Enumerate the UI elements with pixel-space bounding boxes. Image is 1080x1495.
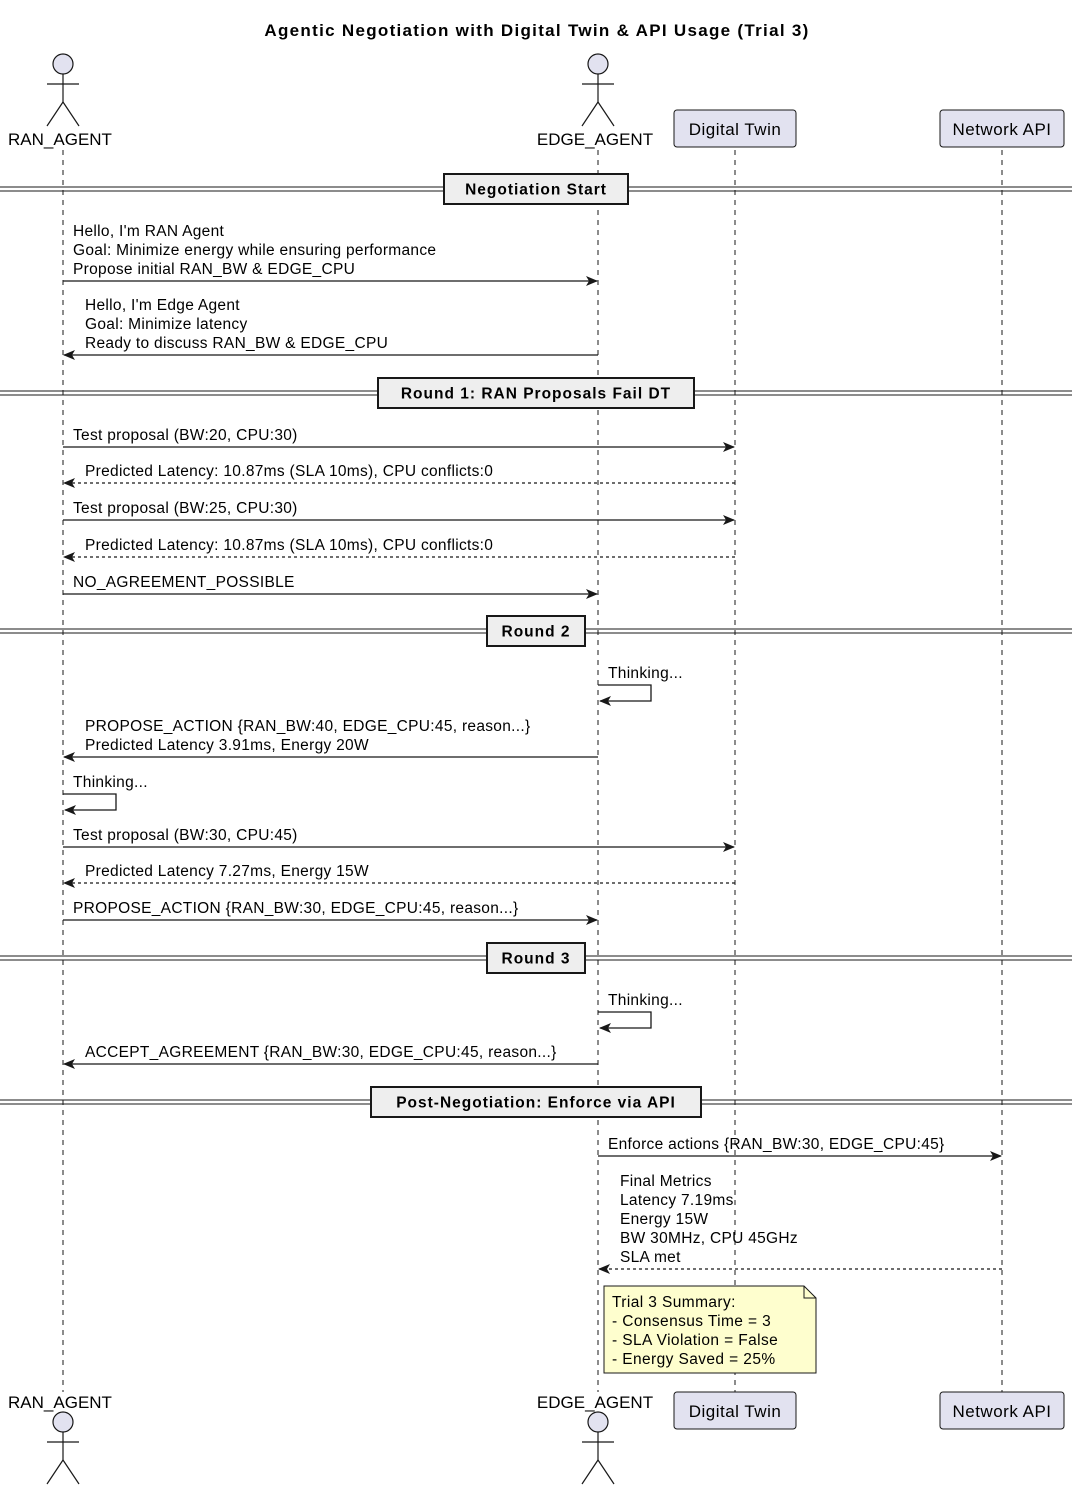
message-label: Predicted Latency 7.27ms, Energy 15W: [85, 863, 369, 880]
message-15: [64, 1044, 598, 1064]
message-label: ACCEPT_AGREEMENT {RAN_BW:30, EDGE_CPU:45, reason...}: [85, 1044, 557, 1061]
message-label: PROPOSE_ACTION {RAN_BW:30, EDGE_CPU:45, reason...}: [73, 900, 519, 917]
actor-head: [53, 54, 73, 74]
actor-ran-bottom: [8, 1393, 112, 1484]
message-label: SLA met: [620, 1249, 681, 1266]
message-label: Goal: Minimize energy while ensuring performance: [73, 242, 437, 259]
message-16: [598, 1136, 1001, 1156]
self-arrow: [598, 685, 651, 701]
message-label: Thinking...: [608, 992, 683, 1009]
message-7: [63, 574, 597, 594]
actor-label: RAN_AGENT: [8, 130, 112, 149]
message-label: BW 30MHz, CPU 45GHz: [620, 1230, 798, 1247]
note-line: - Energy Saved = 25%: [612, 1351, 776, 1368]
message-label: Predicted Latency: 10.87ms (SLA 10ms), CPU conflicts:0: [85, 463, 494, 480]
message-5: [63, 500, 734, 520]
person-icon: [582, 54, 614, 126]
message-12: [64, 863, 735, 883]
self-arrow: [63, 794, 116, 810]
participant-label: Network API: [952, 1402, 1052, 1421]
participant-dt-bottom: [674, 1392, 796, 1429]
actor-label: EDGE_AGENT: [536, 130, 654, 149]
message-label: Hello, I'm Edge Agent: [85, 297, 240, 314]
actor-leg-left: [582, 102, 598, 126]
message-label: Latency 7.19ms: [620, 1192, 734, 1209]
message-4: [64, 463, 735, 483]
participant-label: Digital Twin: [688, 120, 782, 139]
participant-label: Network API: [952, 120, 1052, 139]
summary-note: [604, 1286, 816, 1373]
message-1: [63, 223, 597, 281]
message-label: Predicted Latency: 10.87ms (SLA 10ms), CPU conflicts:0: [85, 537, 494, 554]
message-label: Final Metrics: [620, 1173, 712, 1190]
message-label: Enforce actions {RAN_BW:30, EDGE_CPU:45}: [608, 1136, 945, 1153]
participant-footer: [8, 1392, 1064, 1484]
message-label: Propose initial RAN_BW & EDGE_CPU: [73, 261, 356, 278]
divider-label: Round 2: [501, 623, 571, 641]
message-label: Test proposal (BW:25, CPU:30): [73, 500, 298, 517]
participant-dt-top: [674, 110, 796, 147]
divider-label: Post-Negotiation: Enforce via API: [396, 1094, 676, 1112]
divider-4: [0, 943, 1072, 973]
message-label: Hello, I'm RAN Agent: [73, 223, 225, 240]
divider-2: [0, 378, 1072, 408]
divider-label: Negotiation Start: [465, 181, 607, 199]
actor-leg-left: [47, 1460, 63, 1484]
actor-leg-right: [63, 1460, 79, 1484]
participant-header: [8, 54, 1064, 149]
message-10: [63, 774, 148, 810]
actor-head: [588, 1412, 608, 1432]
message-2: [64, 297, 598, 355]
message-label: Ready to discuss RAN_BW & EDGE_CPU: [85, 335, 389, 352]
divider-label: Round 1: RAN Proposals Fail DT: [400, 385, 672, 403]
message-13: [63, 900, 597, 920]
actor-leg-right: [598, 102, 614, 126]
actor-head: [53, 1412, 73, 1432]
diagram-title: Agentic Negotiation with Digital Twin & API Usage (Trial 3): [264, 21, 810, 40]
message-3: [63, 427, 734, 447]
message-label: Goal: Minimize latency: [85, 316, 248, 333]
actor-edge-bottom: [537, 1393, 653, 1484]
actor-ran-top: [8, 54, 112, 149]
message-label: Energy 15W: [620, 1211, 709, 1228]
divider-1: [0, 174, 1072, 204]
actor-head: [588, 54, 608, 74]
message-6: [64, 537, 735, 557]
divider-5: [0, 1087, 1072, 1117]
message-label: PROPOSE_ACTION {RAN_BW:40, EDGE_CPU:45, reason...}: [85, 718, 531, 735]
message-label: Test proposal (BW:20, CPU:30): [73, 427, 298, 444]
message-label: NO_AGREEMENT_POSSIBLE: [73, 574, 295, 591]
message-17: [599, 1173, 1002, 1269]
actor-label: EDGE_AGENT: [536, 1393, 654, 1412]
actor-leg-left: [47, 102, 63, 126]
person-icon: [47, 1412, 79, 1484]
actor-label: RAN_AGENT: [8, 1393, 112, 1412]
note-line: - Consensus Time = 3: [612, 1313, 772, 1330]
participant-api-bottom: [940, 1392, 1064, 1429]
message-label: Predicted Latency 3.91ms, Energy 20W: [85, 737, 369, 754]
message-11: [63, 827, 734, 847]
message-label: Thinking...: [608, 665, 683, 682]
note-line: Trial 3 Summary:: [612, 1294, 736, 1311]
participant-api-top: [940, 110, 1064, 147]
divider-label: Round 3: [501, 950, 571, 968]
note-line: - SLA Violation = False: [612, 1332, 779, 1349]
message-label: Thinking...: [73, 774, 148, 791]
divider-3: [0, 616, 1072, 646]
message-14: [598, 992, 683, 1028]
actor-edge-top: [537, 54, 653, 149]
message-9: [64, 718, 598, 757]
actor-leg-right: [63, 102, 79, 126]
message-8: [598, 665, 683, 701]
participant-label: Digital Twin: [688, 1402, 782, 1421]
self-arrow: [598, 1012, 651, 1028]
message-label: Test proposal (BW:30, CPU:45): [73, 827, 298, 844]
person-icon: [582, 1412, 614, 1484]
person-icon: [47, 54, 79, 126]
actor-leg-left: [582, 1460, 598, 1484]
actor-leg-right: [598, 1460, 614, 1484]
